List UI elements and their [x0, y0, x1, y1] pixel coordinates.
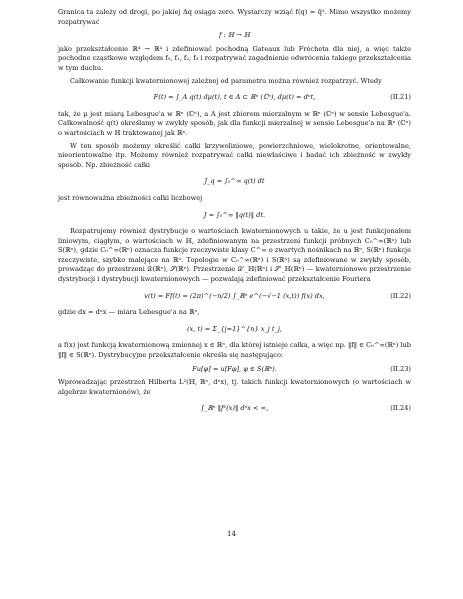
equation-map: f : ℍ → ℍ [218, 31, 251, 40]
paragraph: W ten sposób możemy określić całki krzywoliniowe, powierzchniowe, wielokrotne, orientowalne, nieorientowalne itp. Możemy również rozpatrywać całki niewłaściwe i badać ich zbieżność w zwykły sposób. Np. zbieżność całki [58, 141, 411, 169]
paragraph: Rozpatrujemy również dystrybucje o wartościach kwaternionowych u takie, że u jest funkcjonałem liniowym, ciągłym, o wartościach w ℍ, zdefiniowanym na przestrzeni funkcji próbnych C₀^∞(ℝⁿ) lub S(ℝⁿ), gdzie C₀^∞(ℝⁿ) oznacza funkcje rzeczywiste klasy C^∞ o zwartych nośnikach na ℝⁿ, S(ℝⁿ) funkcje rzeczywiste, szybko malejące na ℝⁿ. Topologie w C₀^∞(ℝⁿ) i S(ℝⁿ) są zdefiniowane w zwykły sposób, prowadząc do przestrzeni 𝒟(ℝⁿ), 𝒮(ℝⁿ). Przestrzenie 𝒟'_ℍ(ℝⁿ) i 𝒮'_ℍ(ℝⁿ) — kwaternionowe przestrzenie dystrybucji i dystrybucji kwaternionowych — pozwalają zdefiniować przekształcenie Fouriera [58, 227, 411, 284]
equation-ii22: v(t) = Ff(t) = (2π)^(−n/2) ∫_ℝⁿ e^(−√−1 (x,t)) f(x) dx, (II.22) [144, 291, 411, 300]
paragraph: jako przekształcenie ℝ⁴ → ℝ⁴ i zdefiniować pochodną Gateaux lub Frécheta dla niej, a więc także pochodne cząstkowe względem f₀, f₁, f₂, f₃ i rozpatrywać zagadnienie odwrócenia takiego przekształcenia w tym duchu. [58, 44, 411, 72]
paragraph: Wprowadzając przestrzeń Hilberta L²(ℍ, ℝⁿ, dⁿx), tj. takich funkcji kwaternionowych (o wartościach w algebrze kwaternionów), że [58, 378, 411, 396]
paragraph: gdzie dx = dⁿx — miara Lebesgue'a na ℝⁿ, [58, 308, 200, 317]
paragraph: Całkowanie funkcji kwaternionowej zależnej od parametru można również rozpatrzyć. Wtedy [70, 76, 382, 85]
equation-number: (II.23) [390, 364, 411, 373]
equation-inner-product: (x, t) = Σ_{j=1}^{n} x_j t_j, [186, 324, 283, 333]
paragraph: tak, że μ jest miarą Lebesgue'a w ℝⁿ (ℂⁿ), a A jest zbiorem mierzalnym w ℝⁿ (ℂⁿ) w sensie Lebesgue'a. Całkowalność q(t) określamy w zwykły sposób, jak dla funkcji mierzalnej w sensie Lebesgue'a na ℝⁿ (ℂⁿ) o wartościach w ℍ traktowanej jak ℝ⁴. [58, 109, 411, 137]
equation-ii21: F(t) = ∫_A q(t) dμ(t), t ∈ A ⊂ ℝⁿ (ℂⁿ), dμ(t) = dⁿt, (II.21) [153, 93, 411, 102]
equation-numeric-integral: J = ∫₀^∞ ‖q(t)‖ dt. [203, 210, 266, 219]
equation-number: (II.24) [390, 404, 411, 413]
equation-ii24: ∫_ℝⁿ ‖f²(x)‖ dⁿx < ∞, (II.24) [200, 404, 411, 413]
paragraph: Granica ta zależy od drogi, po jakiej Δq osiąga zero. Wystarczy wziąć f(q) = q̄². Mimo wszystko możemy rozpatrywać [58, 8, 411, 26]
equation-ii23: Fu[φ] = u[Fφ], φ ∈ S(ℝⁿ). (II.23) [192, 364, 411, 373]
paragraph: a f(x) jest funkcją kwaternionową zmiennej x ∈ ℝⁿ, dla której istnieje całka, a więc np. ‖f‖ ∈ C₀^∞(ℝⁿ) lub ‖f‖ ∈ S(ℝⁿ). Dystrybucyjne przekształcenie określa się następująco: [58, 341, 411, 360]
paragraph: jest równoważna zbieżności całki liczbowej [58, 193, 203, 202]
equation-improper-integral: J_q = ∫₀^∞ q(t) dt [204, 177, 265, 186]
equation-number: (II.22) [390, 291, 411, 300]
equation-number: (II.21) [390, 93, 411, 102]
page-number: 14 [227, 530, 236, 538]
